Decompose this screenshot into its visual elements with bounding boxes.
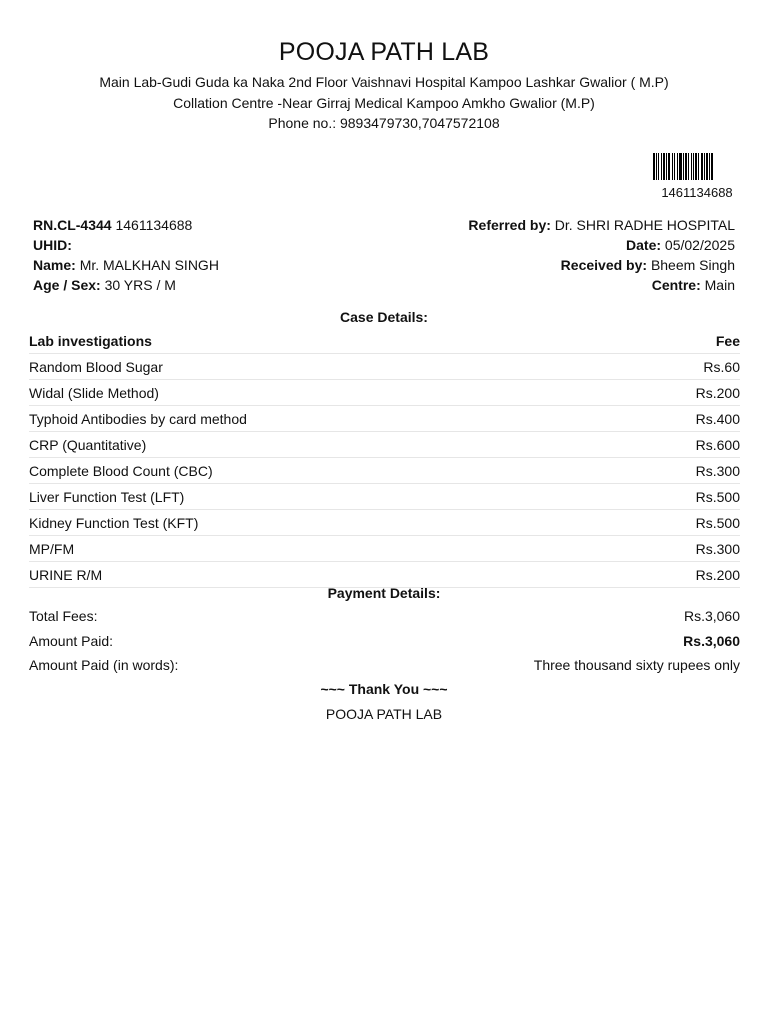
patient-age-sex [33,275,219,295]
barcode-bar [658,153,659,180]
patient-name-value: Mr. MALKHAN SINGH [79,257,219,273]
referred-by [468,215,735,235]
barcode-bar [711,153,713,180]
amount-in-words-label: Amount Paid (in words): [29,657,179,674]
barcode-bar [704,153,705,180]
investigation-fee: Rs.200 [695,384,740,401]
case-details-title: Case Details: [340,309,428,325]
investigation-name: CRP (Quantitative) [29,436,147,453]
received-by [468,255,735,275]
investigation-name: Typhoid Antibodies by card method [29,410,247,427]
barcode [653,153,741,180]
received-by-value: Bheem Singh [650,257,735,273]
amount-in-words-value: Three thousand sixty rupees only [533,657,740,674]
referred-by-value: Dr. SHRI RADHE HOSPITAL [554,217,735,233]
investigation-fee: Rs.300 [695,540,740,557]
investigation-fee: Rs.500 [695,514,740,531]
table-row [29,380,740,406]
uhid-label: UHID: [33,237,72,253]
thank-you-note: ~~~ Thank You ~~~ [320,681,448,697]
footer-lab-name: POOJA PATH LAB [325,706,443,722]
barcode-bar [698,153,699,180]
investigation-name: Widal (Slide Method) [29,384,159,401]
amount-paid-value: Rs.3,060 [683,632,740,649]
phone-numbers: Phone no.: 9893479730,7047572108 [268,115,500,131]
barcode-bar [693,153,694,180]
main-lab-address: Main Lab-Gudi Guda ka Naka 2nd Floor Vaishnavi Hospital Kampoo Lashkar Gwalior ( M.P) [99,74,669,90]
patient-name [33,255,219,275]
lab-name-heading: POOJA PATH LAB [278,38,490,66]
investigation-name: Liver Function Test (LFT) [29,488,185,505]
patient-info-right [468,215,735,295]
registration-value: 1461134688 [115,217,193,233]
barcode-bar [695,153,697,180]
centre-label: Centre: [651,277,701,293]
investigations-table [29,328,740,588]
barcode-bar [666,153,667,180]
amount-paid-label: Amount Paid: [29,632,114,649]
investigation-name: URINE R/M [29,566,103,583]
table-row [29,536,740,562]
barcode-bar [653,153,655,180]
table-row [29,484,740,510]
report-date [468,235,735,255]
uhid [33,235,219,255]
centre [468,275,735,295]
referred-by-label: Referred by: [468,217,551,233]
date-value: 05/02/2025 [664,237,735,253]
investigation-name: Kidney Function Test (KFT) [29,514,199,531]
barcode-bar [683,153,684,180]
total-fees-label: Total Fees: [29,608,98,625]
barcode-number: 1461134688 [661,185,733,200]
amount-in-words-row [29,653,740,678]
barcode-bar [656,153,657,180]
table-row [29,458,740,484]
table-row [29,510,740,536]
barcode-bar [691,153,692,180]
barcode-bar [709,153,710,180]
table-row [29,406,740,432]
amount-paid-row [29,629,740,654]
barcode-bar [677,153,678,180]
barcode-bar [701,153,703,180]
investigation-name: MP/FM [29,540,75,557]
barcode-bar [668,153,670,180]
table-row [29,354,740,380]
received-by-label: Received by: [560,257,648,273]
age-sex-value: 30 YRS / M [104,277,176,293]
total-fees-value: Rs.3,060 [683,608,740,625]
registration-label: RN.CL-4344 [33,217,112,233]
patient-info-left [33,215,219,295]
investigation-fee: Rs.500 [695,488,740,505]
patient-name-label: Name: [33,257,76,273]
barcode-bar [679,153,682,180]
investigation-fee: Rs.60 [703,358,740,375]
table-row [29,432,740,458]
investigation-fee: Rs.600 [695,436,740,453]
registration-number [33,215,219,235]
investigation-name: Random Blood Sugar [29,358,163,375]
fee-column-header: Fee [715,332,740,349]
barcode-bar [706,153,708,180]
table-header-row [29,328,740,354]
barcode-bar [685,153,687,180]
payment-details-title: Payment Details: [327,585,441,601]
investigation-name: Complete Blood Count (CBC) [29,462,213,479]
centre-value: Main [704,277,735,293]
investigation-fee: Rs.300 [695,462,740,479]
barcode-bar [688,153,689,180]
barcode-bar [674,153,675,180]
collection-centre-address: Collation Centre -Near Girraj Medical Kampoo Amkho Gwalior (M.P) [173,95,595,111]
barcode-bar [663,153,665,180]
investigation-column-header: Lab investigations [29,332,152,349]
payment-details [29,604,740,678]
investigation-fee: Rs.200 [695,566,740,583]
investigation-fee: Rs.400 [695,410,740,427]
total-fees-row [29,604,740,629]
barcode-bar [672,153,673,180]
barcode-bar [661,153,662,180]
date-label: Date: [626,237,662,253]
age-sex-label: Age / Sex: [33,277,101,293]
